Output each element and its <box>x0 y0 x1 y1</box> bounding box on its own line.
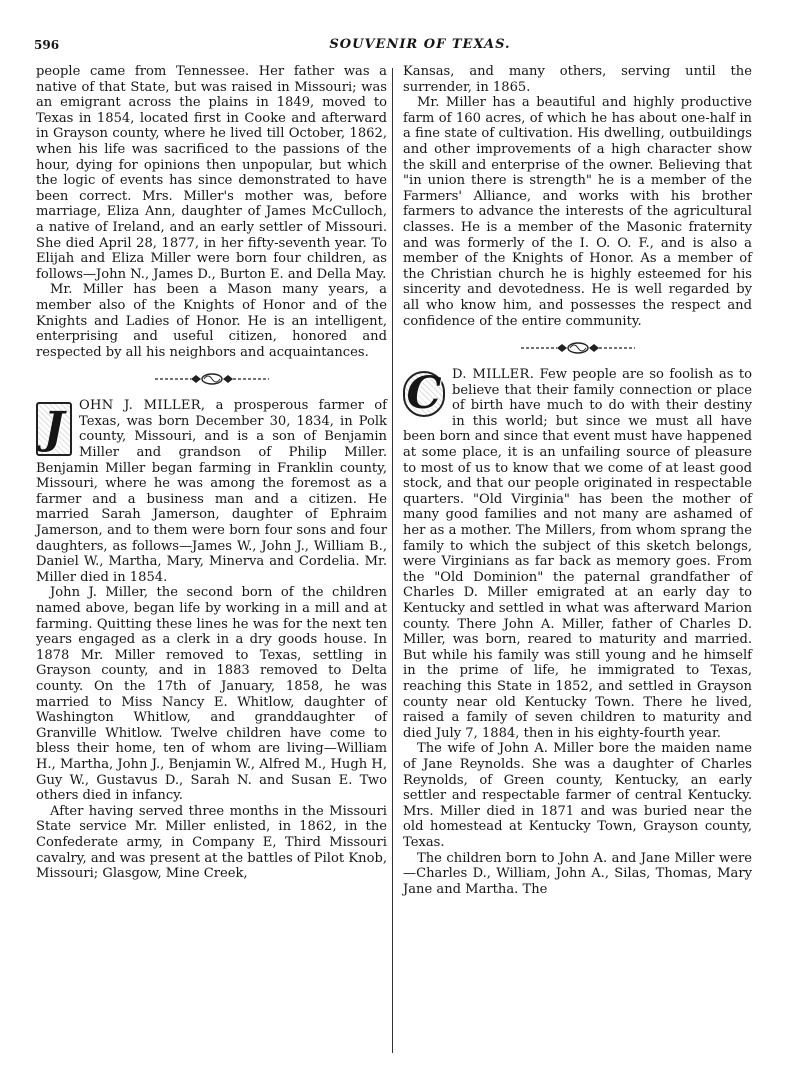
subject-name: OHN J. MILLER, <box>79 398 206 414</box>
left-column <box>36 64 387 882</box>
paragraph: C D. MILLER. Few people are so foolish as to believe that their family connection or place of birth have much to do with their destiny in this world; but since we must all have been born and since that event must have happened at some place, it is an unfailing source of pleasure to most of us to know that we come of at least good stock, and that our people originated in respectable quarters. "Old Virginia" has been the mother of many good families and not many are ashamed of her as a mother. The Millers, from whom sprang the family to which the subject of this sketch belongs, were Virginians as far back as memory goes. From the "Old Dominion" the paternal grandfather of Charles D. Miller emigrated at an early day to Kentucky and settled in what was afterward Marion county. There John A. Miller, father of Charles D. Miller, was born, reared to maturity and married. But while his family was still young and he himself in the prime of life, he immigrated to Texas, reaching this State in 1852, and settled in Grayson county near old Kentucky Town. There he lived, raised a family of seven children to maturity and died July 7, 1884, then in his eighty-fourth year. <box>403 367 752 741</box>
right-column <box>403 64 752 897</box>
paragraph: After having served three months in the Missouri State service Mr. Miller enlisted, in 1862, in the Confederate army, in Company E, Third Missouri cavalry, and was present at the battles of Pilot Knob, Missouri; Glasgow, Mine Creek, <box>36 803 387 882</box>
subject-name: D. MILLER. <box>452 367 535 383</box>
paragraph: Mr. Miller has a beautiful and highly productive farm of 160 acres, of which he has about one-half in a fine state of cultivation. His dwelling, outbuildings and other improvements of a high character show the skill and enterprise of the owner. Believing that "in union there is strength" he is a member of the Farmers' Alliance, and works with his brother farmers to advance the interests of the agricultural classes. He is a member of the Masonic fraternity and was formerly of the I. O. O. F., and is also a member of the Knights of Honor. As a member of the Christian church he is highly esteemed for his sincerity and devotedness. He is well regarded by all who know him, and possesses the respect and confidence of the entire community. <box>403 95 752 329</box>
drop-cap-initial: J <box>36 402 72 456</box>
paragraph: Mr. Miller has been a Mason many years, a member also of the Knights of Honor and of the Knights and Ladies of Honor. He is an intelligent, enterprising and useful citizen, honored and respected by all his neighbors and acquaintances. <box>36 282 387 360</box>
scroll-ornament-icon <box>513 342 643 354</box>
page-number: 596 <box>34 38 60 52</box>
paragraph: Kansas, and many others, serving until the surrender, in 1865. <box>403 64 752 95</box>
paragraph: John J. Miller, the second born of the children named above, began life by working in a mill and at farming. Quitting these lines he was for the next ten years engaged as a clerk in a dry goods house. In 1878 Mr. Miller removed to Texas, settling in Grayson county, and in 1883 removed to Delta county. On the 17th of January, 1858, he was married to Miss Nancy E. Whitlow, daughter of Washington Whitlow, and granddaughter of Granville Whitlow. Twelve children have come to bless their home, ten of whom are living—William H., Martha, John J., Benjamin W., Alfred M., Hugh H, Guy W., Gustavus D., Sarah N. and Susan E. Two others died in infancy. <box>36 585 387 804</box>
paragraph: people came from Tennessee. Her father was a native of that State, but was raised in Missouri; was an emigrant across the plains in 1849, moved to Texas in 1854, located first in Cooke and afterward in Grayson county, where he lived till October, 1862, when his life was sacrificed to the passions of the hour, dying for opinions then unpopular, but which the logic of events has since demonstrated to have been correct. Mrs. Miller's mother was, before marriage, Eliza Ann, daughter of James McCulloch, a native of Ireland, and an early settler of Missouri. She died April 28, 1877, in her fifty-seventh year. To Elijah and Eliza Miller were born four children, as follows—John N., James D., Burton E. and Della May. <box>36 64 387 282</box>
drop-cap-initial: C <box>403 371 445 417</box>
paragraph: The children born to John A. and Jane Miller were—Charles D., William, John A., Silas, Thomas, Mary Jane and Martha. The <box>403 850 752 897</box>
ornament-divider <box>36 360 387 398</box>
paragraph: The wife of John A. Miller bore the maiden name of Jane Reynolds. She was a daughter of Charles Reynolds, of Green county, Kentucky, an early settler and respectable farmer of central Kentucky. Mrs. Miller died in 1871 and was buried near the old homestead at Kentucky Town, Grayson county, Texas. <box>403 741 752 850</box>
column-divider <box>392 68 393 1053</box>
scroll-ornament-icon <box>147 373 277 385</box>
ornament-divider <box>403 329 752 367</box>
running-title: SOUVENIR OF TEXAS. <box>329 37 511 52</box>
paragraph: J OHN J. MILLER, a prosperous farmer of Texas, was born December 30, 1834, in Polk county, Missouri, and is a son of Benjamin Miller and grandson of Philip Miller. Benjamin Miller began farming in Franklin county, Missouri, where he was among the foremost as a farmer and a business man and a citizen. He married Sarah Jamerson, daughter of Ephraim Jamerson, and to them were born four sons and four daughters, as follows—James W., John J., William B., Daniel W., Martha, Mary, Minerva and Cordelia. Mr. Miller died in 1854. <box>36 398 387 585</box>
